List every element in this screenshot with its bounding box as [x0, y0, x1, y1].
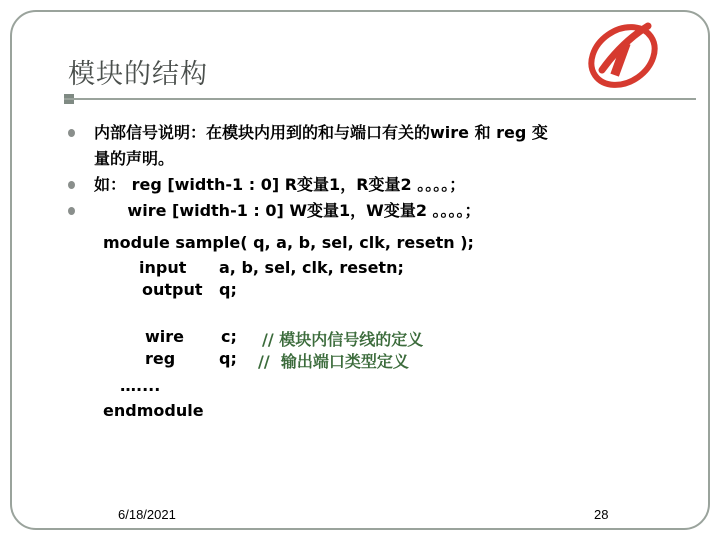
code-reg-keyword: reg [145, 349, 176, 368]
code-input-keyword: input [139, 258, 187, 277]
code-endmodule: endmodule [103, 401, 204, 420]
code-reg-signal: q; [219, 349, 237, 368]
code-input-ports: a, b, sel, clk, resetn; [219, 258, 404, 277]
bullet-continuation: 量的声明。 [94, 149, 175, 168]
bullet-text: 如： reg [width-1 : 0] R变量1，R变量2 。。。。； [94, 175, 466, 194]
page-number: 28 [594, 507, 609, 522]
code-wire-keyword: wire [145, 327, 185, 346]
page-title: 模块的结构 [68, 59, 208, 90]
code-ellipsis: ….... [120, 376, 161, 395]
bullet-item [60, 172, 660, 198]
code-wire-signal: c; [221, 327, 237, 346]
code-output-keyword: output [142, 280, 203, 299]
bullet-dot-icon [68, 129, 75, 137]
title-rule [64, 98, 696, 100]
bullet-dot-icon [68, 181, 75, 189]
code-reg-comment: // 输出端口类型定义 [258, 352, 409, 371]
code-wire-comment: // 模块内信号线的定义 [262, 330, 424, 349]
bullet-text: 内部信号说明：在模块内用到的和与端口有关的wire 和 reg 变 [94, 123, 548, 142]
bullet-item [60, 198, 660, 224]
logo-icon [582, 12, 664, 94]
code-output-ports: q; [219, 280, 237, 299]
bullet-text: wire [width-1 : 0] W变量1，W变量2 。。。。； [94, 201, 481, 220]
footer-date: 6/18/2021 [118, 507, 176, 522]
bullet-list [60, 120, 660, 224]
code-module-line: module sample( q, a, b, sel, clk, resetn ); [103, 233, 474, 252]
bullet-dot-icon [68, 207, 75, 215]
bullet-item [60, 120, 660, 146]
